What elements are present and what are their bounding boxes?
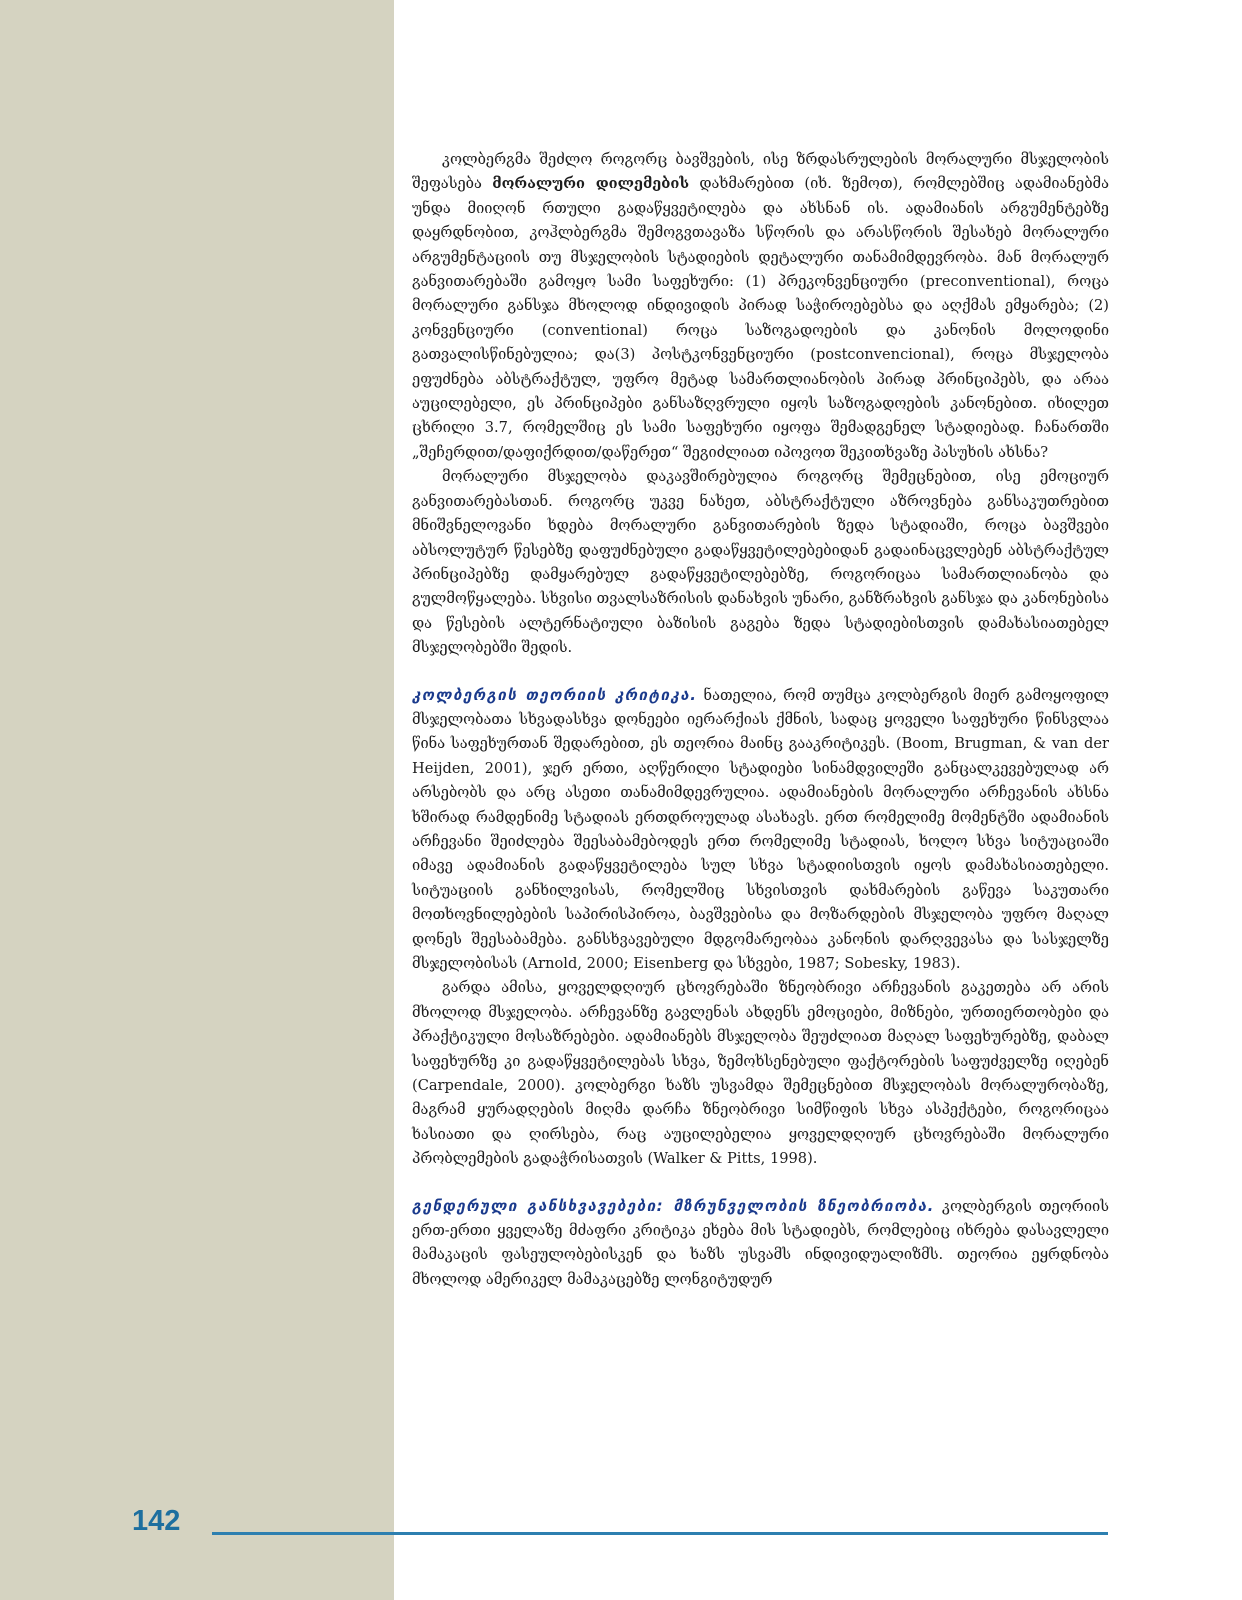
paragraph xyxy=(412,1194,1109,1293)
section-heading: კოლბერგის თეორიის კრიტიკა. xyxy=(412,685,698,704)
text: კოლბერგის თეორიის ერთ-ერთი ყველაზე მძაფრი კრიტიკა ეხება მის სტადიებს, რომლებიც იხრება დასავლელი მამაკაცის ფასეულობებისკენ და ხაზს უსვამს ინდივიდუალიზმს. თეორია ეყრდნობა მხოლოდ ამერიკელ მამაკაცებზე ლონგიტუდურ xyxy=(412,1197,1110,1288)
page-body xyxy=(412,148,1109,1292)
paragraph: მორალური მსჯელობა დაკავშირებულია როგორც შემეცნებით, ისე ემოციურ განვითარებასთან. როგორც უკვე ნახეთ, აბსტრაქტული აზროვნება განსაკუთრებით მნიშვნელოვანი ხდება მორალური განვითარების ზედა სტადიაში, როცა ბავშვები აბსოლუტურ წესებზე დაფუძნებული გადაწყვეტილებებიდან გადაინაცვლებენ აბსტრაქტულ პრინციპებზე დამყარებულ გადაწყვეტილებებზე, როგორიცაა სამართლიანობა და გულმოწყალება. სხვისი თვალსაზრისის დანახვის უნარი, განზრახვის განსჯა და კანონებისა და წესების ალტერნატიული ბაზისის გაგება ზედა სტადიებისთვის დამახასიათებელ მსჯელობებში შედის. xyxy=(412,468,1109,657)
key-term: მორალური დილემების xyxy=(492,175,690,193)
paragraph xyxy=(412,148,1109,465)
section-heading: გენდერული განსხვავებები: მზრუნველობის ზნეობრიობა. xyxy=(412,1196,935,1215)
text: ნათელია, რომ თუმცა კოლბერგის მიერ გამოყოფილ მსჯელობათა სხვადასხვა დონეები იერარქიას ქმნის, სადაც ყოველი საფეხური წინსვლაა წინა საფეხურთან შედარებით, ეს თეორია მაინც გააკრიტიკეს. (Boom, Brugman, & van der Heijden, 2001), ჯერ ერთი, აღწერილი სტადიები სინამდვილეში განცალკევებულად არ არსებობს და არც ასეთი თანამიმდევრულია. ადამიანების მორალური არჩევანის ახსნა ხშირად რამდენიმე სტადიას ერთდროულად ასახავს. ერთ რომელიმე მომენტში ადამიანის არჩევანი შეიძლება შეესაბამებოდეს ერთ რომელიმე სტადიას, ხოლო სხვა სიტუაციაში იმავე ადამიანის გადაწყვეტილება სულ სხვა სტადიისთვის იყოს დამახასიათებელი. სიტუაციის განხილვისას, რომელშიც სხვისთვის დახმარების გაწევა საკუთარი მოთხოვნილებების საპირისპიროა, ბავშვებისა და მოზარდების მსჯელობა უფრო მაღალ დონეს შეესაბამება. განსხვავებული მდგომარეობაა კანონის დარღვევასა და სასჯელზე მსჯელობისას (Arnold, 2000; Eisenberg და სხვები, 1987; Sobesky, 1983). xyxy=(412,686,1109,972)
paragraph xyxy=(412,683,1109,977)
footer-rule xyxy=(212,1532,1108,1535)
page-number: 142 xyxy=(132,1505,181,1537)
left-margin-panel xyxy=(0,0,394,1600)
paragraph: გარდა ამისა, ყოველდღიურ ცხოვრებაში ზნეობრივი არჩევანის გაკეთება არ არის მხოლოდ მსჯელობა. არჩევანზე გავლენას ახდენს ემოციები, მიზნები, ურთიერთობები და პრაქტიკული მოსაზრებები. ადამიანებს მსჯელობა შეუძლიათ მაღალ საფეხურებზე, დაბალ საფეხურზე კი გადაწყვეტილებას სხვა, ზემოხსენებული ფაქტორების საფუძველზე იღებენ (Carpendale, 2000). კოლბერგი ხაზს უსვამდა შემეცნებით მსჯელობას მორალურობაზე, მაგრამ ყურადღების მიღმა დარჩა ზნეობრივი სიმწიფის სხვა ასპექტები, როგორიცაა ხასიათი და ღირსება, რაც აუცილებელია ყოველდღიურ ცხოვრებაში მორალური პრობლემების გადაჭრისათვის (Walker & Pitts, 1998). xyxy=(412,979,1109,1168)
text: დახმარებით (იხ. ზემოთ), რომლებშიც ადამიანებმა უნდა მიიღონ რთული გადაწყვეტილება და ახსნან ის. ადამიანის არგუმენტებზე დაყრდნობით, კოჰლბერგმა შემოგვთავაზა სწორის და არასწორის შესახებ მორალური არგუმენტაციის თუ მსჯელობის სტადიების დეტალური თანამიმდევრობა. მან მორალურ განვითარებაში გამოყო სამი საფეხური: (1) პრეკონვენციური (preconventional), როცა მორალური განსჯა მხოლოდ ინდივიდის პირად საჭიროებებსა და აღქმას ემყარება; (2) კონვენციური (conventional) როცა საზოგადოების და კანონის მოლოდინი გათვალისწინებულია; და(3) პოსტკონვენციური (postconvencional), როცა მსჯელობა ეფუძნება აბსტრაქტულ, უფრო მეტად სამართლიანობის პირად პრინციპებს, და არაა აუცილებელი, ეს პრინციპები განსაზღვრული იყოს საზოგადოების კანონებით. იხილეთ ცხრილი 3.7, რომელშიც ეს სამი საფეხური იყოფა შემადგენელ სტადიებად. ჩანართში „შეჩერდით/დაფიქრდით/დაწერეთ“ შეგიძლიათ იპოვოთ შეკითხვაზე პასუხის ახსნა? xyxy=(412,175,1109,461)
text: კოლბერგმა შეძლო როგორც ბავშვების, ისე ზრდასრულების მორალური მსჯელობის შეფასება xyxy=(412,151,1109,193)
